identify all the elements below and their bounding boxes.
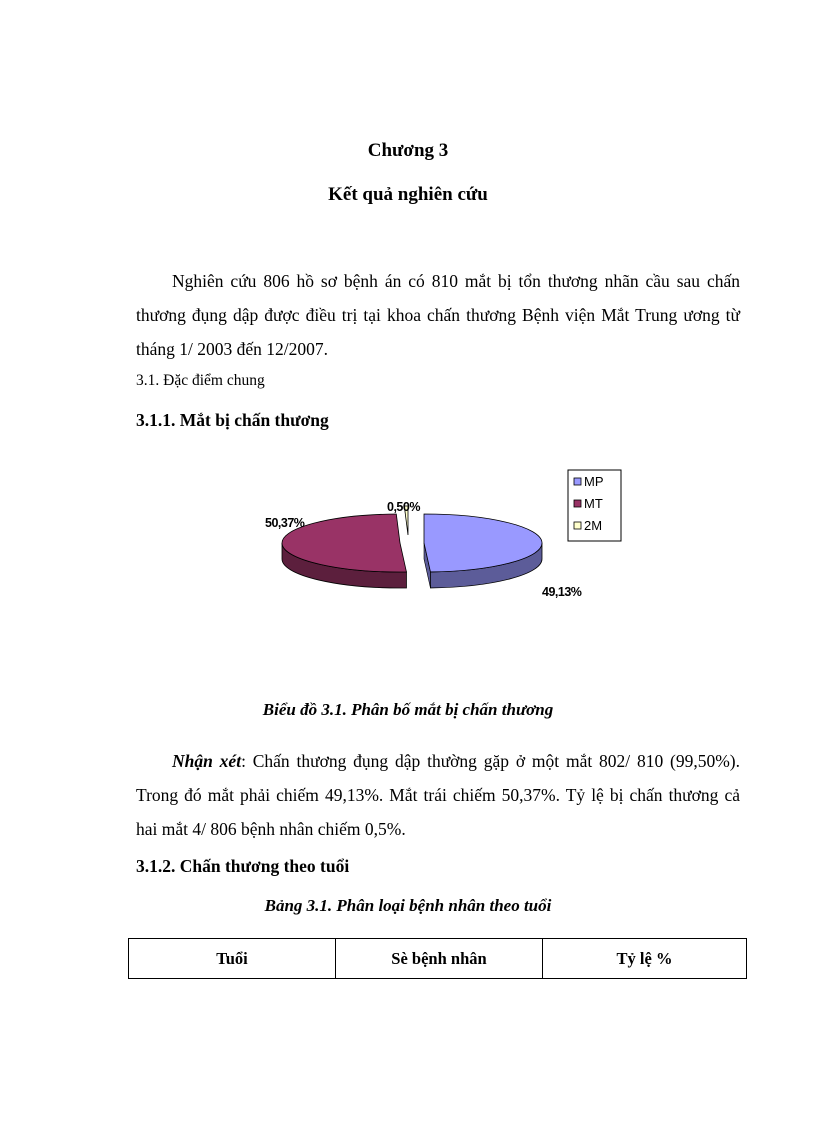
data-label-mp: 49,13% <box>542 585 582 599</box>
data-label-mt: 50,37% <box>265 516 305 530</box>
table-header-age: Tuổi <box>129 939 336 979</box>
legend-swatch-mt <box>574 500 581 507</box>
section-3-1-1-heading: 3.1.1. Mắt bị chấn thương <box>136 410 329 430</box>
eye-injury-pie-chart <box>240 474 640 650</box>
section-3-1-2-heading: 3.1.2. Chấn thương theo tuổi <box>136 856 350 876</box>
table-caption: Bảng 3.1. Phân loại bệnh nhân theo tuổi <box>264 896 552 915</box>
remark-label: Nhận xét <box>172 751 242 771</box>
legend-swatch-mp <box>574 478 581 485</box>
table-header-patients: Sè bệnh nhân <box>336 939 543 979</box>
figure-caption: Biểu đồ 3.1. Phân bố mắt bị chấn thương <box>262 700 554 719</box>
intro-paragraph: Nghiên cứu 806 hồ sơ bệnh án có 810 mắt bị tổn thương nhãn cầu sau chấn thương đụng dập được điều trị tại khoa chấn thương Bệnh viện Mắt Trung ương từ tháng 1/ 2003 đến 12/2007. <box>136 271 740 359</box>
chart-legend <box>568 470 621 541</box>
legend-label-mt: MT <box>584 496 603 511</box>
table-header-row <box>129 939 747 979</box>
legend-label-2m: 2M <box>584 518 603 533</box>
legend-swatch-2m <box>574 522 581 529</box>
chapter-heading: Chương 3 <box>367 140 449 161</box>
age-table <box>128 938 747 979</box>
table-header-percent: Tỷ lệ % <box>543 939 747 979</box>
remark-paragraph <box>136 744 740 846</box>
remark-text: : Chấn thương đụng dập thường gặp ở một mắt 802/ 810 (99,50%). Trong đó mắt phải chiếm 49,13%. Mắt trái chiếm 50,37%. Tỷ lệ bị chấn thương cả hai mắt 4/ 806 bệnh nhân chiếm 0,5%. <box>136 751 741 839</box>
pie-group <box>282 506 542 588</box>
data-label-2m: 0,50% <box>387 500 420 514</box>
legend-label-mp: MP <box>584 474 604 489</box>
section-3-1-heading: 3.1. Đặc điểm chung <box>136 372 265 389</box>
chapter-title: Kết quả nghiên cứu <box>328 184 488 205</box>
